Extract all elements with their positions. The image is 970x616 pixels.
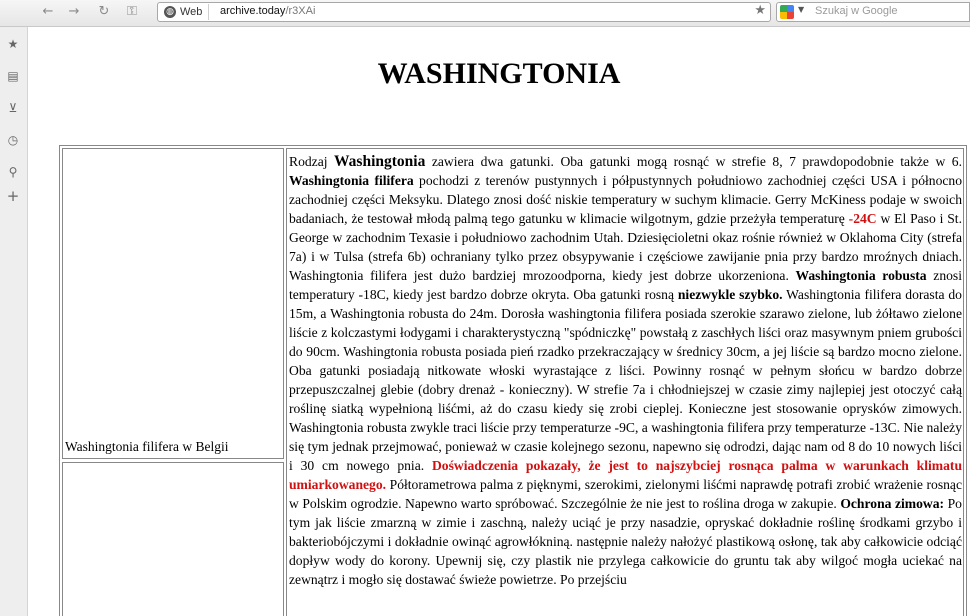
site-info-button[interactable] xyxy=(161,4,209,20)
key-icon[interactable]: ⚿ xyxy=(127,4,137,19)
image-cell xyxy=(62,148,284,459)
url-text[interactable] xyxy=(220,5,315,17)
plus-icon[interactable]: + xyxy=(6,187,20,205)
text-span: Półtorametrowa palma z pięknymi, szerokimi, zielonymi liśćmi naprawdę potrafi zrobić wrażenie rosnąc w Polskim ogrodzie. Napewno warto spróbować. Szczególnie że nie jest to roślina droga w zakupie. xyxy=(289,477,962,511)
page-content xyxy=(28,27,970,616)
text-span: Rodzaj xyxy=(289,154,335,169)
star-icon[interactable]: ★ xyxy=(754,3,766,18)
url-path: /r3XAi xyxy=(285,5,316,17)
text-span: Po tym jak liście zmarzną w zimie i zaschną, należy uciąć je przy nasadzie, opryskać dokładnie roślinę środkami grzybo i bakteriobójczymi i dokładnie owinąć agrowłókniną. następnie należy nałożyć plastikową osłonę, tak aby całkowicie odciąć dopływ wody do korony. Upewnij się, czy plastik nie przylega całkowicie do gruntu tak aby wilgoć mogła uciekać na zewnątrz i mogło się dostawać świeże powietrze. Po przejściu xyxy=(289,496,962,587)
image-caption: Washingtonia filifera w Belgii xyxy=(65,439,229,454)
section-label: Ochrona zimowa: xyxy=(840,496,945,511)
page-title: WASHINGTONIA xyxy=(377,57,621,90)
back-arrow-icon[interactable]: ← xyxy=(42,4,54,19)
search-placeholder: Szukaj w Google xyxy=(815,5,898,17)
temperature-highlight: -24C xyxy=(848,211,877,226)
star-icon[interactable]: ★ xyxy=(7,37,19,51)
browser-toolbar xyxy=(0,0,970,27)
emphasis: niezwykle szybko. xyxy=(677,287,783,302)
text-span: pochodzi z terenów pustynnych i półpustynnych południowo zachodniej części USA i północno zachodniej części Meksyku. Dlatego znosi dość niskie temperatury w suchym klimacie. Gerry McKiness podaje w swoich badaniach, że testował młodą palmą tego gatunku w klimacie wilgotnym, gdzie przeżyła temperaturę xyxy=(289,173,962,226)
image-cell-2 xyxy=(62,462,284,616)
content-table xyxy=(59,145,967,616)
url-host: archive.today xyxy=(220,5,286,17)
search-icon[interactable]: ⚲ xyxy=(8,165,18,179)
address-bar[interactable] xyxy=(157,2,771,22)
article-cell xyxy=(286,148,964,616)
google-icon[interactable] xyxy=(780,5,794,19)
globe-icon: ◍ xyxy=(164,6,176,18)
species-name: Washingtonia filifera xyxy=(289,173,414,188)
forward-arrow-icon[interactable]: → xyxy=(68,4,80,19)
chevron-down-icon[interactable]: ▼ xyxy=(798,5,805,14)
genus-name: Washingtonia xyxy=(334,153,426,170)
inbox-icon[interactable]: ⊻ xyxy=(8,101,18,115)
search-bar[interactable] xyxy=(776,2,970,22)
text-span: zawiera dwa gatunki. Oba gatunki mogą rosnąć w strefie 8, 7 prawdopodobnie także w 6. xyxy=(425,154,962,169)
clock-icon[interactable]: ◷ xyxy=(7,133,19,147)
notes-icon[interactable]: ▤ xyxy=(7,69,19,83)
text-span: Washingtonia filifera dorasta do 15m, a Washingtonia robusta do 24m. Dorosła washingtonia filifera posiada szerokie szarawo zielone, lub żółtawo zielone liście z kolczastymi łodygami i charakterystyczną "spódniczkę" powstałą z zaschłych liści oraz masywnym pniem grubości do 90cm. Washingtonia robusta posiada pień rzadko przekraczający w średnicy 30cm, a jej liście są bardzo mocno zielone. Oba gatunki posiadają nitkowate włoski wyrastające z liści. Powinny rosnąć w pełnym słońcu w bardzo dobrze przepuszczalnej glebie (dobry drenaż - konieczny). W strefie 7a i chłodniejszej w czasie zimy najlepiej jest otoczyć całą roślinę siatką wypełnioną liśćmi, aż do czasu kiedy się zrobi cieplej. Konieczne jest stosowanie oprysków zimowych. Washingtonia robusta zwykle traci liście przy temperaturze -9C, a washingtonia filifera przy temperaturze -13C. Nie należy się tym jednak przejmować, ponieważ w czasie kolejnego sezonu, napewno się odrodzi, dając nam od 8 do 10 nowych liści i 30 cm nowego pnia. xyxy=(289,287,962,473)
species-name: Washingtonia robusta xyxy=(795,268,927,283)
reload-icon[interactable]: ↻ xyxy=(98,4,110,19)
browser-sidebar xyxy=(0,27,28,616)
article-text xyxy=(289,152,962,589)
site-label: Web xyxy=(180,6,203,18)
text-span: w El Paso i St. George w zachodnim Texasie i południowo zachodnim Utah. Dziesięcioletni okaz rośnie również w Oklahoma City (strefa 7a) i w Tulsa (strefa 6b) ochraniany tylko przez obsypywanie i częściowe zawijanie pnia przy bardzo mroźnych dniach. Washingtonia filifera jest dużo bardziej mrozoodporna, kiedy jest dobrze ukorzeniona. xyxy=(289,211,962,283)
highlight-sentence: Doświadczenia pokazały, że jest to najszybciej rosnąca palma w warunkach klimatu umiarkowanego. xyxy=(289,458,962,492)
text-span: znosi temperatury -18C, kiedy jest bardzo dobrze okryta. Oba gatunki rosną xyxy=(289,268,962,302)
